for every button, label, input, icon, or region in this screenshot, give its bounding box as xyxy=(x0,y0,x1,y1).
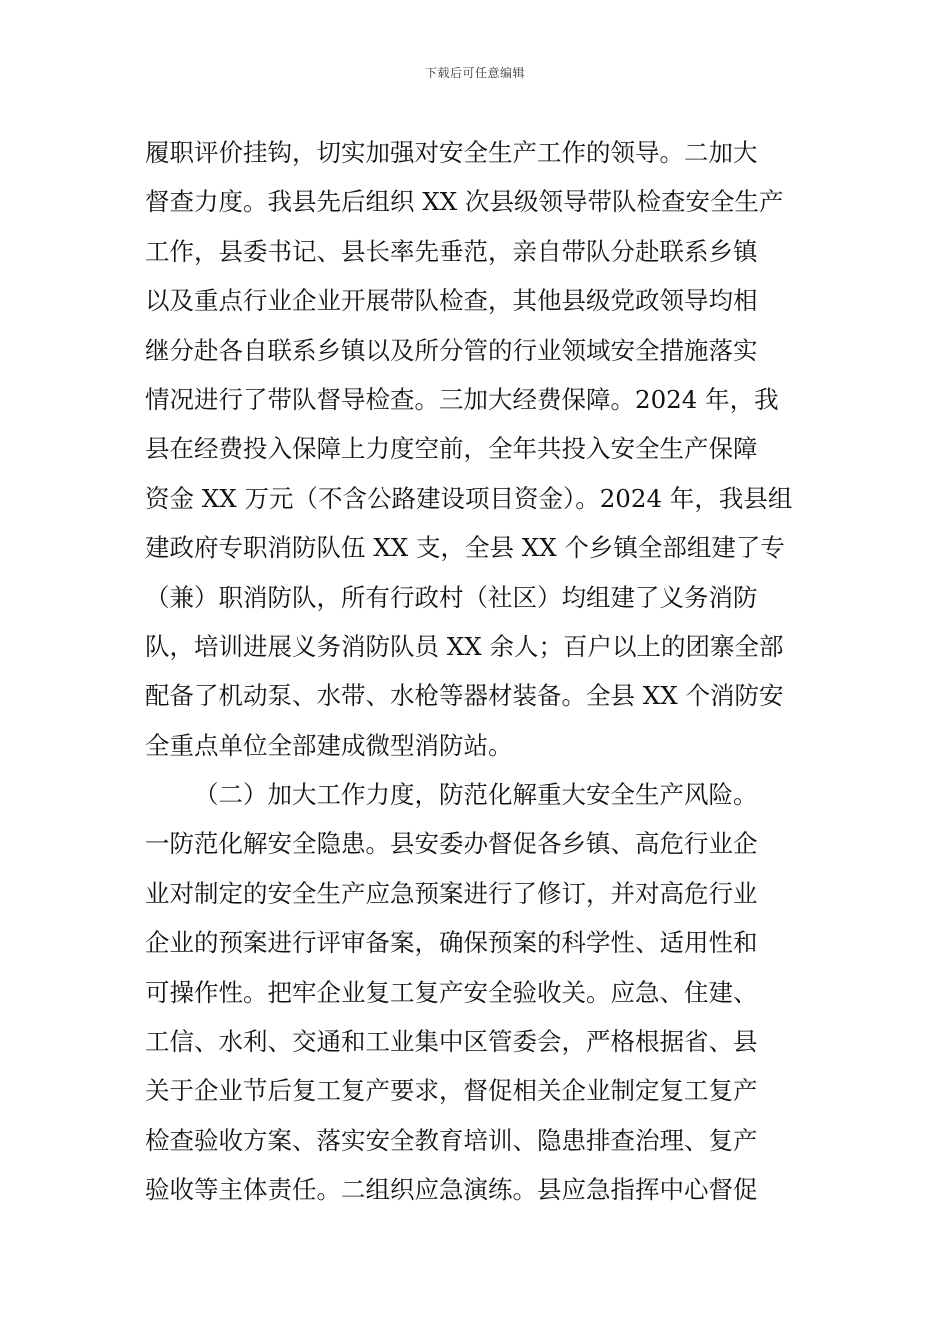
text-line: 一防范化解安全隐患。县安委办督促各乡镇、高危行业企 xyxy=(145,829,758,859)
text-line: 工作，县委书记、县长率先垂范，亲自带队分赴联系乡镇 xyxy=(145,236,758,266)
page-header: 下载后可任意编辑 xyxy=(424,66,525,80)
text-line: 建政府专职消防队伍 XX 支，全县 XX 个乡镇全部组建了专 xyxy=(145,533,785,563)
text-line: （兼）职消防队，所有行政村（社区）均组建了义务消防 xyxy=(145,582,758,612)
text-line: 资金 XX 万元（不含公路建设项目资金）。2024 年，我县组 xyxy=(145,483,793,513)
text-line: 可操作性。把牢企业复工复产安全验收关。应急、住建、 xyxy=(145,977,758,1007)
text-line: 队，培训进展义务消防队员 XX 余人；百户以上的团寨全部 xyxy=(145,631,784,661)
text-line: 全重点单位全部建成微型消防站。 xyxy=(145,730,513,760)
text-line: 验收等主体责任。二组织应急演练。县应急指挥中心督促 xyxy=(145,1175,758,1205)
text-line: 配备了机动泵、水带、水枪等器材装备。全县 XX 个消防安 xyxy=(145,681,784,711)
text-line: 县在经费投入保障上力度空前，全年共投入安全生产保障 xyxy=(145,434,758,464)
text-line: 工信、水利、交通和工业集中区管委会，严格根据省、县 xyxy=(145,1027,758,1057)
text-line: 督查力度。我县先后组织 XX 次县级领导带队检查安全生产 xyxy=(145,187,784,217)
text-line: 履职评价挂钩，切实加强对安全生产工作的领导。二加大 xyxy=(145,138,758,167)
text-line: 情况进行了带队督导检查。三加大经费保障。2024 年，我 xyxy=(145,384,779,414)
text-line: 继分赴各自联系乡镇以及所分管的行业领域安全措施落实 xyxy=(145,335,758,365)
document-body xyxy=(145,128,810,1215)
text-line: 以及重点行业企业开展带队检查，其他县级党政领导均相 xyxy=(145,286,758,316)
text-line: 关于企业节后复工复产要求，督促相关企业制定复工复产 xyxy=(145,1076,758,1106)
text-line: 检查验收方案、落实安全教育培训、隐患排查治理、复产 xyxy=(145,1125,758,1155)
text-line: 业对制定的安全生产应急预案进行了修订，并对高危行业 xyxy=(145,878,758,908)
section-heading: （二）加大工作力度，防范化解重大安全生产风险。 xyxy=(194,780,758,810)
text-line: 企业的预案进行评审备案，确保预案的科学性、适用性和 xyxy=(145,928,758,958)
